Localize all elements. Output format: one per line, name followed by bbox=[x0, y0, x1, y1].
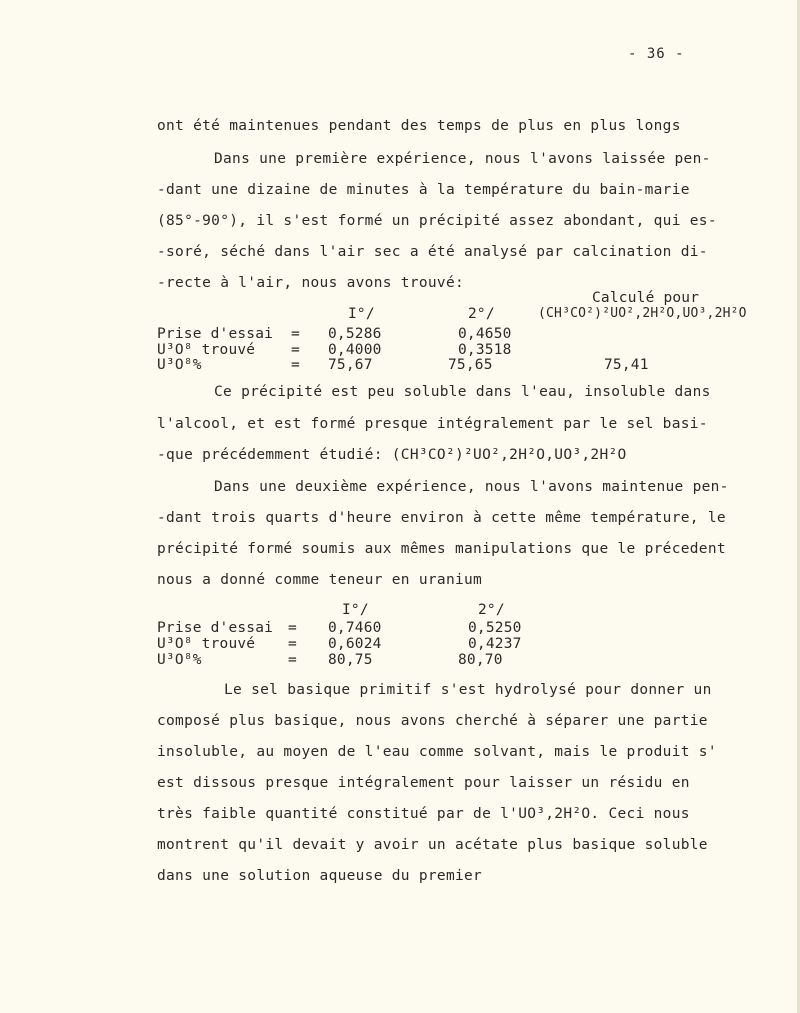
column-header: 2°/ bbox=[478, 602, 505, 618]
page-number: - 36 - bbox=[628, 46, 685, 62]
text-line: précipité formé soumis aux mêmes manipulations que le précedent bbox=[157, 541, 726, 557]
text-line: très faible quantité constitué par de l'UO³,2H²O. Ceci nous bbox=[157, 806, 690, 822]
row-sign: = bbox=[288, 636, 297, 652]
text-line: -que précédemment étudié: (CH³CO²)²UO²,2H²O,UO³,2H²O bbox=[157, 447, 627, 463]
cell-value: 0,4650 bbox=[458, 326, 512, 342]
cell-value: 0,5250 bbox=[468, 620, 522, 636]
text-line: -dant trois quarts d'heure environ à cette même température, le bbox=[157, 510, 726, 526]
text-line: (85°-90°), il s'est formé un précipité assez abondant, qui es- bbox=[157, 213, 717, 229]
text-line: Le sel basique primitif s'est hydrolysé pour donner un bbox=[224, 682, 712, 698]
row-label: U³O⁸ trouvé bbox=[157, 342, 256, 358]
row-label: U³O⁸% bbox=[157, 652, 202, 668]
text-line: Ce précipité est peu soluble dans l'eau, insoluble dans bbox=[214, 384, 711, 400]
cell-value: 0,4237 bbox=[468, 636, 522, 652]
column-header: I°/ bbox=[348, 306, 375, 322]
text-line: est dissous presque intégralement pour laisser un résidu en bbox=[157, 775, 690, 791]
row-sign: = bbox=[291, 357, 300, 373]
text-line: ont été maintenues pendant des temps de plus en plus longs bbox=[157, 118, 681, 134]
text-line: -dant une dizaine de minutes à la température du bain-marie bbox=[157, 182, 690, 198]
cell-value: 0,6024 bbox=[328, 636, 382, 652]
text-line: dans une solution aqueuse du premier bbox=[157, 868, 483, 884]
cell-value: 75,41 bbox=[604, 357, 649, 373]
row-sign: = bbox=[291, 326, 300, 342]
cell-value: 0,3518 bbox=[458, 342, 512, 358]
cell-value: 0,4000 bbox=[328, 342, 382, 358]
text-line: -recte à l'air, nous avons trouvé: bbox=[157, 275, 465, 291]
text-line: nous a donné comme teneur en uranium bbox=[157, 572, 483, 588]
text-line: Dans une deuxième expérience, nous l'avons maintenue pen- bbox=[214, 479, 729, 495]
row-label: U³O⁸ trouvé bbox=[157, 636, 256, 652]
row-sign: = bbox=[288, 620, 297, 636]
cell-value: 75,65 bbox=[448, 357, 493, 373]
row-label: Prise d'essai bbox=[157, 620, 274, 636]
cell-value: 80,75 bbox=[328, 652, 373, 668]
column-header: 2°/ bbox=[468, 306, 495, 322]
row-label: U³O⁸% bbox=[157, 357, 202, 373]
text-line: insoluble, au moyen de l'eau comme solvant, mais le produit s' bbox=[157, 744, 717, 760]
row-sign: = bbox=[288, 652, 297, 668]
row-label: Prise d'essai bbox=[157, 326, 274, 342]
cell-value: 80,70 bbox=[458, 652, 503, 668]
text-line: Dans une première expérience, nous l'avons laissée pen- bbox=[214, 151, 711, 167]
text-line: l'alcool, et est formé presque intégralement par le sel basi- bbox=[157, 416, 708, 432]
column-header: Calculé pour bbox=[592, 290, 700, 306]
text-line: montrent qu'il devait y avoir un acétate plus basique soluble bbox=[157, 837, 708, 853]
column-header: I°/ bbox=[342, 602, 369, 618]
formula: (CH³CO²)²UO²,2H²O,UO³,2H²O bbox=[538, 306, 747, 321]
text-line: composé plus basique, nous avons cherché à séparer une partie bbox=[157, 713, 708, 729]
text-line: -soré, séché dans l'air sec a été analysé par calcination di- bbox=[157, 244, 708, 260]
cell-value: 0,7460 bbox=[328, 620, 382, 636]
cell-value: 0,5286 bbox=[328, 326, 382, 342]
cell-value: 75,67 bbox=[328, 357, 373, 373]
row-sign: = bbox=[291, 342, 300, 358]
